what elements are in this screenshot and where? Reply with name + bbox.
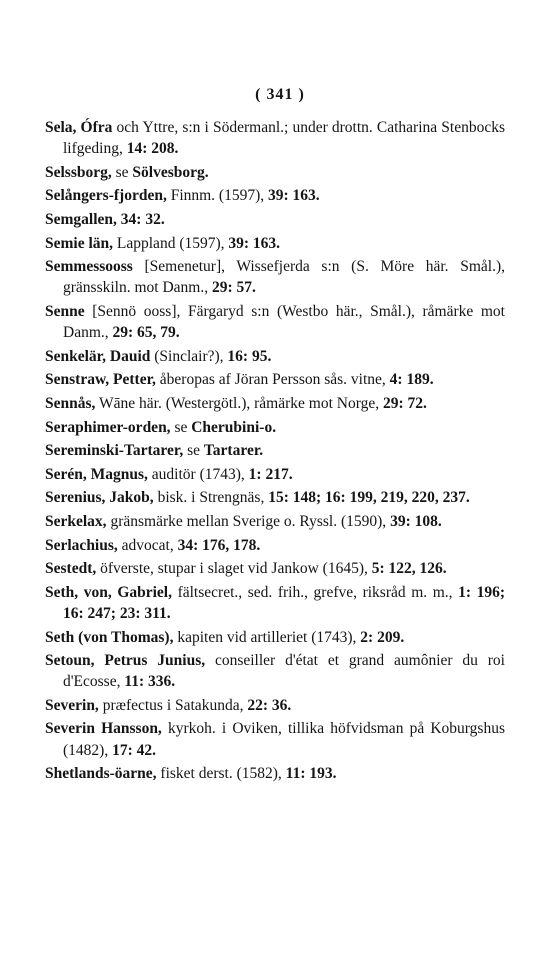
entry-text: gränsmärke mellan Sverige o. Ryssl. (1590), [106, 512, 391, 530]
index-entry [45, 558, 505, 579]
entry-text: kyrkoh. i Oviken, tillika höfvidsman på Koburgshus (1482), [63, 720, 505, 759]
entry-heading: Serén, Magnus, [45, 465, 148, 483]
entry-heading: Seth, von, Gabriel, [45, 583, 172, 601]
index-entry [45, 763, 505, 784]
index-entry [45, 627, 505, 648]
entry-heading: Serkelax, [45, 512, 107, 530]
entry-text: se [111, 163, 133, 181]
entry-reference: 15: 148; 16: 199, 219, 220, 237. [268, 489, 470, 507]
entry-reference: 14: 208. [126, 140, 179, 158]
entry-text: kapiten vid artilleriet (1743), [173, 628, 361, 646]
index-entry [45, 369, 505, 390]
entry-text: och Yttre, s:n i Södermanl.; under drottn. Catharina Stenbocks lifgeding, [63, 119, 506, 158]
entry-heading: Shetlands-öarne, [45, 765, 157, 783]
index-entry [45, 440, 505, 461]
entry-text: öfverste, stupar i slaget vid Jankow (1645), [96, 560, 372, 578]
entry-reference: 17: 42. [112, 741, 156, 759]
entry-reference: 29: 57. [211, 279, 256, 297]
entry-text: fältsecret., sed. frih., grefve, riksråd m. m., [172, 583, 459, 601]
index-entry [45, 650, 505, 692]
entry-heading: Semie län, [45, 234, 114, 252]
entry-heading: Sestedt, [45, 560, 97, 578]
index-entry [45, 718, 505, 760]
entry-heading: Selångers-fjorden, [45, 187, 167, 205]
entry-reference: 29: 72. [382, 394, 427, 412]
entry-reference: 39: 163. [228, 234, 281, 252]
entry-text: bisk. i Strengnäs, [153, 489, 269, 507]
entry-reference: Sölvesborg. [132, 163, 209, 181]
entry-reference: 4: 189. [389, 371, 434, 389]
index-entry [45, 256, 505, 298]
entry-heading: Setoun, Petrus Junius, [45, 652, 206, 670]
index-entry [45, 582, 505, 624]
index-list [45, 117, 505, 787]
entry-reference: 34: 176, 178. [177, 536, 261, 554]
entry-heading: Sennås, [45, 394, 96, 412]
entry-heading: Severin Hansson, [45, 720, 162, 738]
index-entry [45, 233, 505, 254]
entry-reference: 16: 95. [227, 347, 272, 365]
entry-heading: Selssborg, [45, 163, 112, 181]
entry-reference: 34: 32. [120, 210, 165, 228]
entry-heading: Semmessooss [45, 258, 133, 276]
index-entry [45, 464, 505, 485]
entry-heading: Seth (von Thomas), [45, 628, 174, 646]
index-entry [45, 393, 505, 414]
entry-heading: Serlachius, [45, 536, 118, 554]
index-entry [45, 417, 505, 438]
index-entry [45, 185, 505, 206]
index-entry [45, 487, 505, 508]
entry-text: conseiller d'état et grand aumônier du roi d'Ecosse, [63, 652, 505, 691]
entry-reference: Cherubini-o. [191, 418, 277, 436]
entry-reference: 1: 196; 16: 247; 23: 311. [63, 583, 505, 622]
index-entry [45, 209, 505, 230]
entry-text: auditör (1743), [147, 465, 249, 483]
entry-heading: Sela, Ófra [45, 119, 113, 136]
index-entry [45, 301, 505, 343]
entry-reference: Tartarer. [203, 442, 264, 460]
entry-heading: Severin, [45, 696, 99, 714]
entry-heading: Seraphimer-orden, [45, 418, 171, 436]
index-entry [45, 346, 505, 367]
entry-reference: 39: 163. [268, 187, 320, 205]
entry-heading: Senne [45, 302, 85, 320]
entry-heading: Senkelär, Dauid [45, 347, 151, 365]
index-entry [45, 117, 505, 159]
entry-reference: 29: 65, 79. [112, 324, 180, 342]
entry-heading: Semgallen, [45, 210, 117, 228]
entry-text: [Semenetur], Wissefjerda s:n (S. Möre här. Smål.), gränsskiln. mot Danm., [63, 258, 505, 297]
entry-text: Finnm. (1597), [166, 187, 269, 205]
entry-text: Wāne här. (Westergötl.), råmärke mot Norge, [95, 394, 383, 412]
entry-text: fisket derst. (1582), [156, 765, 286, 783]
entry-text: åberopas af Jöran Persson sås. vitne, [155, 371, 390, 389]
entry-heading: Serenius, Jakob, [45, 489, 154, 507]
entry-text: (Sinclair?), [150, 347, 228, 365]
entry-reference: 39: 108. [390, 512, 442, 530]
index-entry [45, 695, 505, 716]
entry-text: præfectus i Satakunda, [98, 696, 248, 714]
entry-reference: 11: 336. [124, 673, 176, 691]
page-number: ( 341 ) [255, 86, 305, 103]
entry-reference: 22: 36. [247, 696, 292, 714]
entry-reference: 11: 193. [285, 765, 337, 783]
entry-text: advocat, [117, 536, 178, 554]
entry-text: se [170, 418, 192, 436]
entry-heading: Senstraw, Petter, [45, 371, 156, 389]
entry-text: [Sennö ooss], Färgaryd s:n (Westbo här., Smål.), råmärke mot Danm., [63, 302, 505, 342]
index-entry [45, 162, 505, 183]
entry-reference: 1: 217. [248, 465, 293, 483]
entry-heading: Sereminski-Tartarer, [45, 442, 184, 460]
entry-reference: 2: 209. [360, 628, 405, 646]
index-entry [45, 535, 505, 556]
entry-text: se [183, 442, 204, 460]
index-entry [45, 511, 505, 532]
entry-text: Lappland (1597), [113, 234, 229, 252]
entry-reference: 5: 122, 126. [371, 560, 447, 578]
